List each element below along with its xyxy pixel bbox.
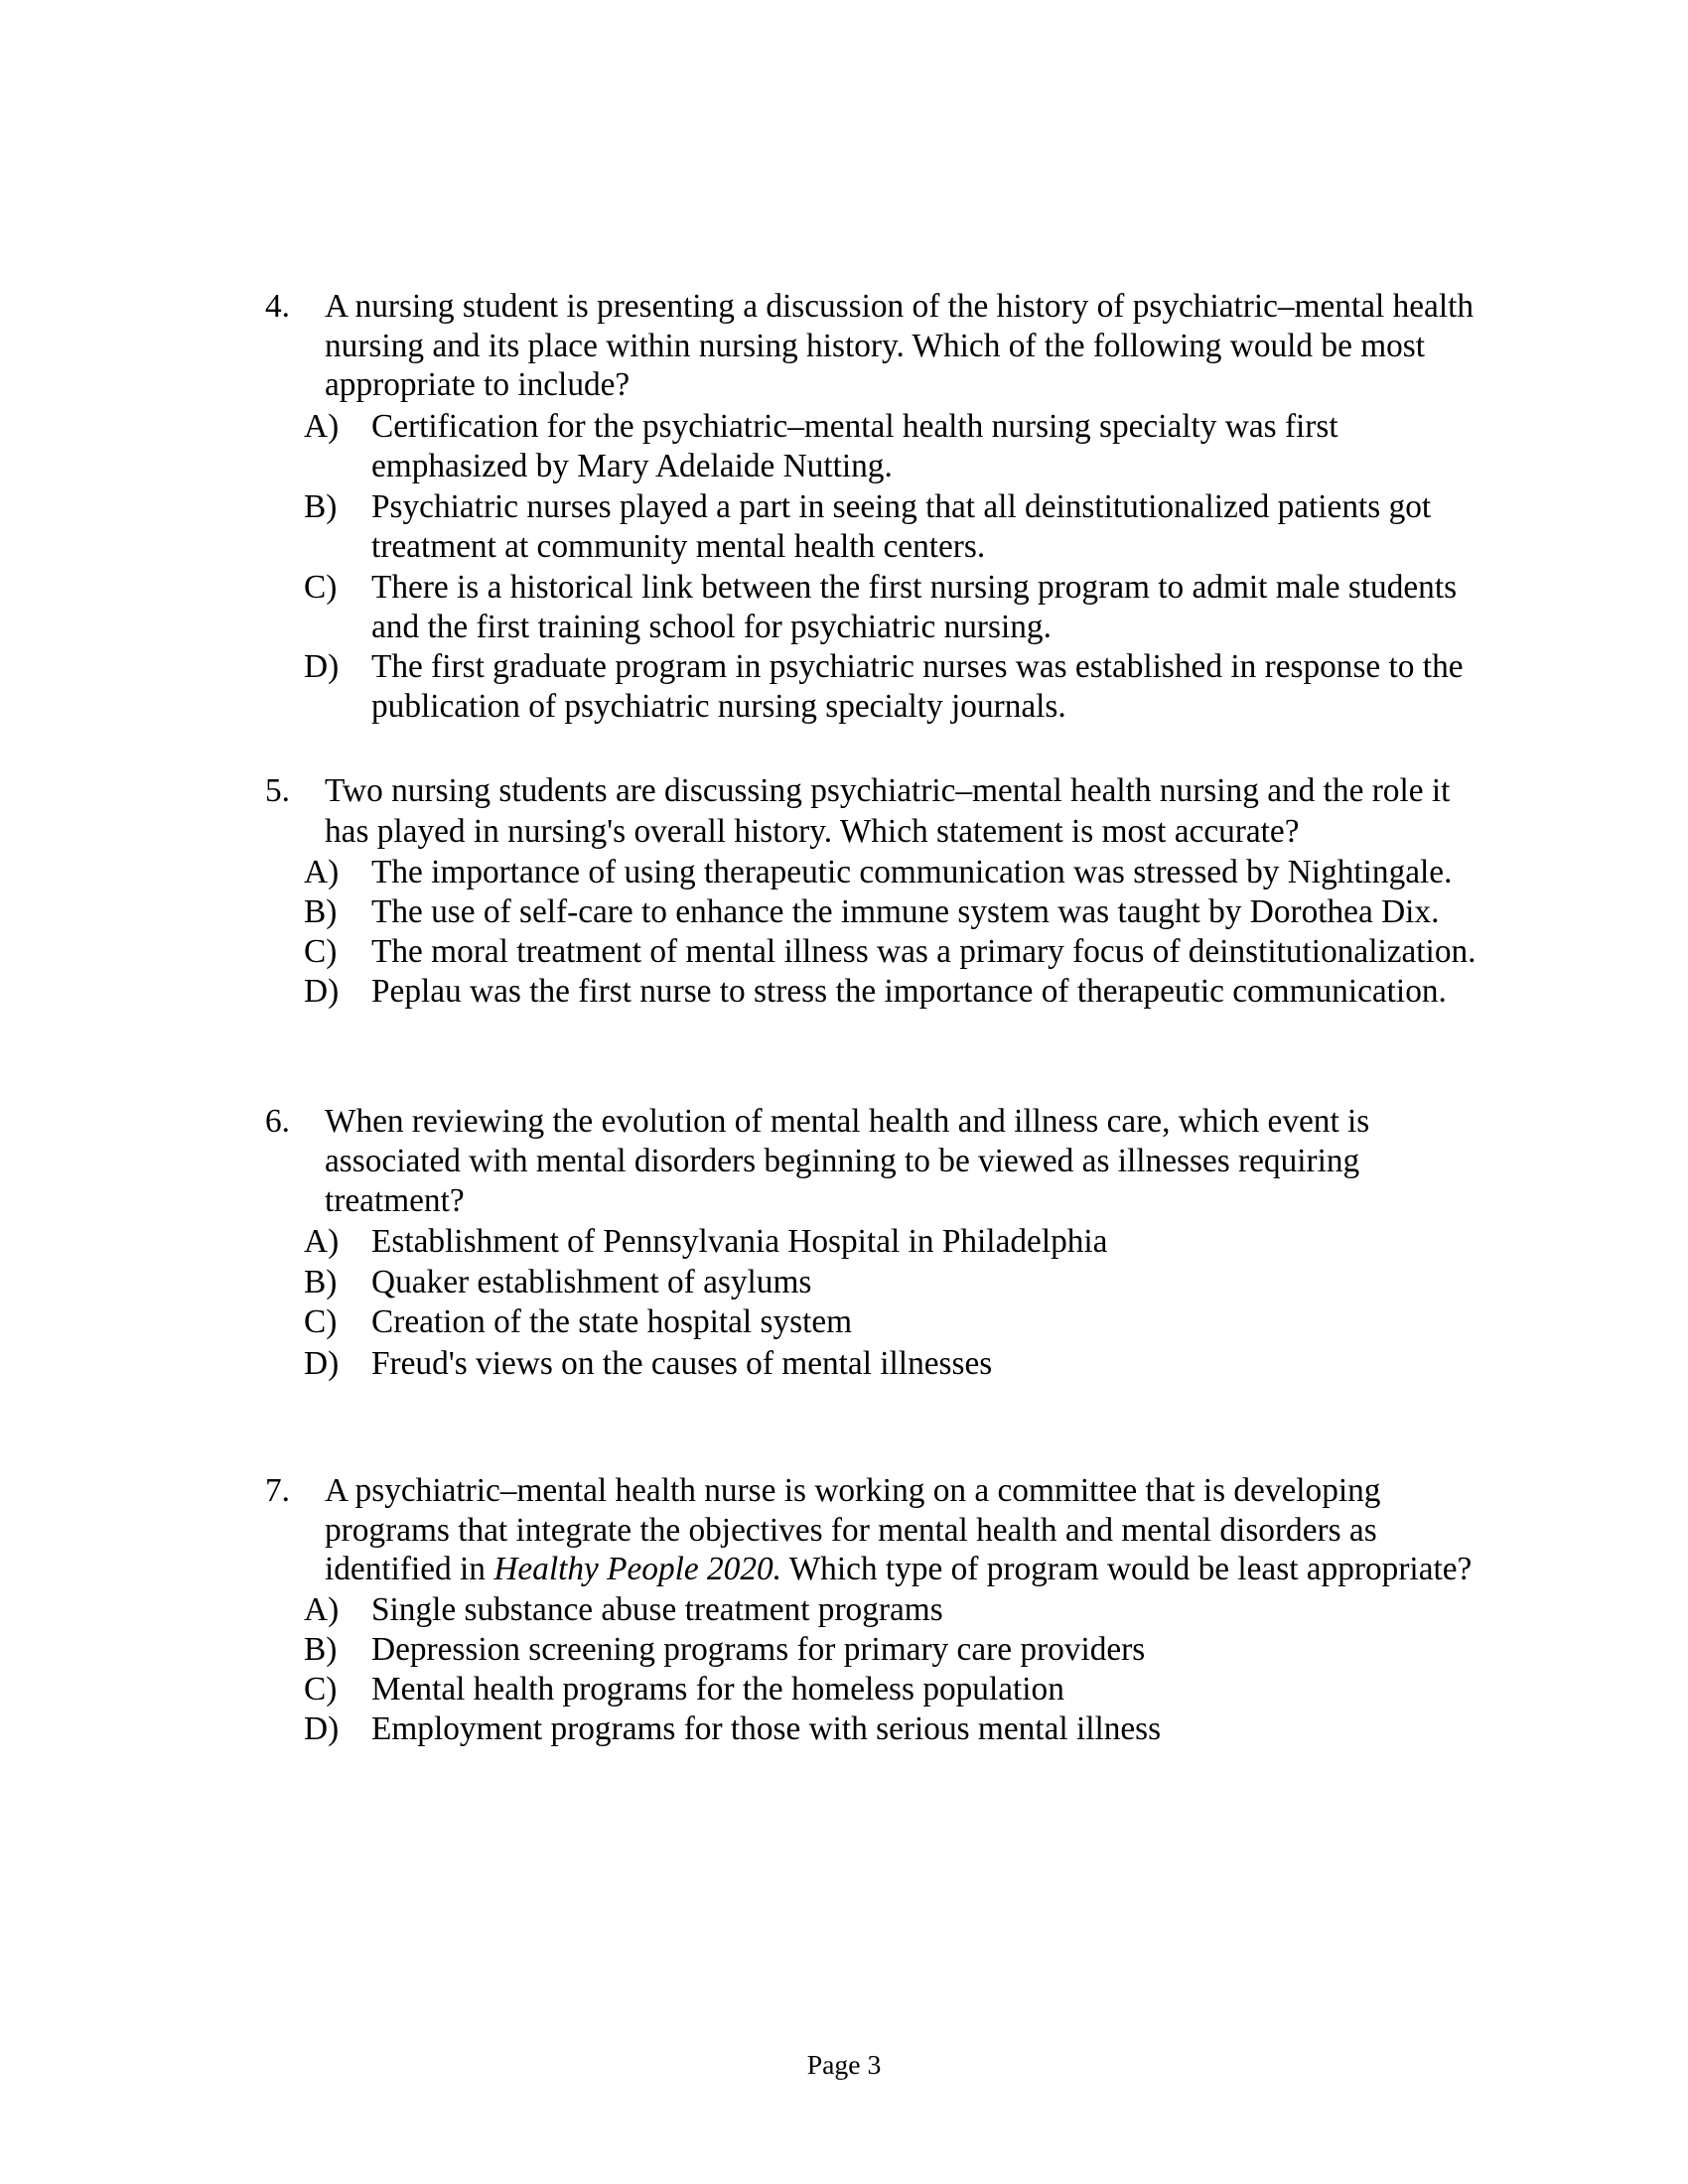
question-stem-line: When reviewing the evolution of mental health and illness care, which event is (325, 1103, 1370, 1140)
question-stem-line: nursing and its place within nursing history. Which of the following would be most (325, 328, 1426, 364)
option-text-line: The moral treatment of mental illness was a primary focus of deinstitutionalization. (371, 933, 1477, 970)
question-stem-line: A psychiatric–mental health nurse is working on a committee that is developing (325, 1472, 1381, 1509)
question-stem-line: has played in nursing's overall history. Which statement is most accurate? (325, 813, 1300, 850)
option-text-line: Psychiatric nurses played a part in seeing that all deinstitutionalized patients got (371, 488, 1432, 525)
stem-text: Which type of program would be least appropriate? (781, 1551, 1473, 1587)
question-stem-line: A nursing student is presenting a discussion of the history of psychiatric–mental health (325, 288, 1475, 325)
option-letter: B) (304, 893, 338, 930)
option-text-line: publication of psychiatric nursing specialty journals. (371, 688, 1066, 725)
option-letter: D) (304, 973, 340, 1010)
option-text-line: The first graduate program in psychiatric nurses was established in response to the (371, 648, 1464, 685)
option-letter: D) (304, 648, 340, 685)
option-text-line: Creation of the state hospital system (371, 1303, 853, 1340)
option-text-line: Depression screening programs for primary care providers (371, 1631, 1146, 1668)
option-letter: A) (304, 1223, 340, 1260)
option-letter: B) (304, 1631, 338, 1668)
option-text-line: treatment at community mental health centers. (371, 528, 986, 565)
option-letter: C) (304, 1303, 338, 1340)
page-number: Page 3 (806, 2049, 882, 2080)
option-letter: D) (304, 1710, 340, 1747)
option-letter: C) (304, 933, 338, 970)
option-text-line: emphasized by Mary Adelaide Nutting. (371, 448, 893, 484)
option-text-line: Certification for the psychiatric–mental health nursing specialty was first (371, 408, 1338, 445)
question-stem-line: associated with mental disorders beginning to be viewed as illnesses requiring (325, 1143, 1360, 1179)
question-stem-line: appropriate to include? (325, 366, 631, 403)
question-number: 4. (265, 288, 290, 325)
option-text-line: There is a historical link between the first nursing program to admit male students (371, 569, 1458, 606)
question-number: 5. (265, 772, 290, 809)
option-text-line: Mental health programs for the homeless population (371, 1671, 1064, 1707)
option-letter: A) (304, 854, 340, 890)
publication-title: Healthy People 2020. (493, 1551, 781, 1587)
option-text-line: Employment programs for those with serious mental illness (371, 1710, 1162, 1747)
option-text-line: The importance of using therapeutic communication was stressed by Nightingale. (371, 854, 1453, 890)
option-text-line: Peplau was the first nurse to stress the importance of therapeutic communication. (371, 973, 1447, 1010)
option-letter: C) (304, 569, 338, 606)
question-stem-line: treatment? (325, 1182, 465, 1219)
option-text-line: and the first training school for psychiatric nursing. (371, 609, 1052, 645)
question-stem-line (325, 1550, 1472, 1589)
stem-text: identified in (325, 1551, 494, 1587)
option-text-line: Quaker establishment of asylums (371, 1264, 812, 1300)
question-number: 6. (265, 1103, 290, 1140)
option-letter: D) (304, 1345, 340, 1382)
option-letter: B) (304, 1264, 338, 1300)
option-letter: A) (304, 408, 340, 445)
question-stem-line: programs that integrate the objectives for mental health and mental disorders as (325, 1512, 1377, 1549)
option-text-line: Establishment of Pennsylvania Hospital in Philadelphia (371, 1223, 1108, 1260)
question-stem-line: Two nursing students are discussing psychiatric–mental health nursing and the role it (325, 772, 1451, 809)
option-letter: B) (304, 488, 338, 525)
option-letter: C) (304, 1671, 338, 1707)
option-text-line: Single substance abuse treatment programs (371, 1591, 943, 1628)
option-text-line: Freud's views on the causes of mental illnesses (371, 1345, 993, 1382)
option-text-line: The use of self-care to enhance the immune system was taught by Dorothea Dix. (371, 893, 1440, 930)
option-letter: A) (304, 1591, 340, 1628)
question-number: 7. (265, 1472, 290, 1509)
